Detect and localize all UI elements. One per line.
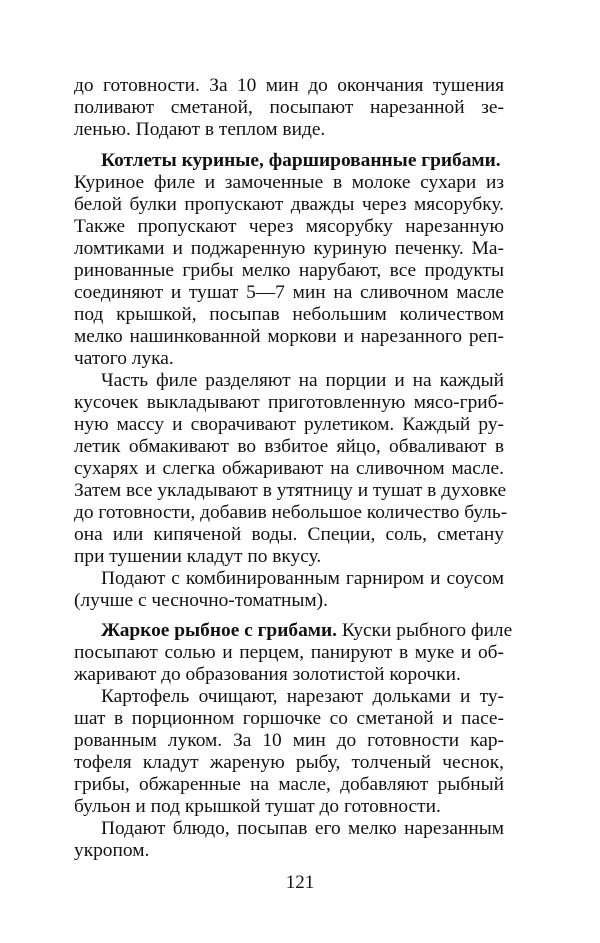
text-line: тофеля кладут жареную рыбу, толченый чеснок,	[74, 752, 504, 773]
text-line: она или кипяченой воды. Специи, соль, сметану	[74, 524, 504, 545]
text-line: белой булки пропускают дважды через мясорубку.	[74, 194, 504, 215]
text-line: сухарях и слегка обжаривают на сливочном масле.	[74, 458, 504, 479]
text-line: (лучше с чесночно-томатным).	[74, 590, 328, 611]
text-line: Подают блюдо, посыпав его мелко нарезанным	[101, 818, 504, 839]
text-line: летик обмакивают во взбитое яйцо, обваливают в	[74, 436, 504, 457]
text-line: ломтиками и поджаренную куриную печенку. Ма-	[74, 238, 504, 259]
text-line: ную массу и сворачивают рулетиком. Каждый ру-	[74, 414, 504, 435]
text-line: бульон и под крышкой тушат до готовности.	[74, 796, 441, 817]
text-line: грибы, обжаренные на масле, добавляют рыбный	[74, 774, 504, 795]
text-line: при тушении кладут по вкусу.	[74, 546, 322, 567]
text-line: до готовности. За 10 мин до окончания тушения	[74, 75, 504, 96]
text-line: Часть филе разделяют на порции и на каждый	[101, 370, 504, 391]
text-line: под крышкой, посыпав небольшим количеством	[74, 304, 504, 325]
text-line: чатого лука.	[74, 348, 174, 369]
text-line: кусочек выкладывают приготовленную мясо-гриб-	[74, 392, 504, 413]
text-line: Также пропускают через мясорубку нарезанную	[74, 216, 504, 237]
text-line: Картофель очищают, нарезают дольками и ту-	[101, 686, 504, 707]
text-line: жаривают до образования золотистой корочки.	[74, 664, 461, 685]
text-line: шат в порционном горшочке со сметаной и пасе-	[74, 708, 504, 729]
text-line: поливают сметаной, посыпают нарезанной зе-	[74, 97, 504, 118]
text-line: укропом.	[74, 840, 150, 861]
text-line: посыпают солью и перцем, панируют в муке и об-	[74, 642, 504, 663]
recipe-title: Жаркое рыбное с грибами.	[101, 620, 338, 641]
recipe-heading: Жаркое рыбное с грибами. Куски рыбного филе	[101, 620, 513, 641]
recipe-title: Котлеты куриные, фаршированные грибами.	[101, 150, 501, 171]
text-line: рованным луком. За 10 мин до готовности кар-	[74, 730, 504, 751]
text-line: ринованные грибы мелко нарубают, все продукты	[74, 260, 504, 281]
text-line: мелко нашинкованной моркови и нарезанного реп-	[74, 326, 504, 347]
text-line: соединяют и тушат 5—7 мин на сливочном масле	[74, 282, 504, 303]
recipe-heading	[101, 150, 504, 172]
text-line: ленью. Подают в теплом виде.	[74, 119, 326, 140]
text-line: Куриное филе и замоченные в молоке сухари из	[74, 172, 504, 193]
page-number: 121	[285, 872, 315, 893]
text-line: до готовности, добавив небольшое количество буль-	[74, 502, 508, 523]
text-line: Затем все укладывают в утятницу и тушат в духовке	[74, 480, 507, 501]
text-line: Подают с комбинированным гарниром и соусом	[101, 568, 504, 589]
